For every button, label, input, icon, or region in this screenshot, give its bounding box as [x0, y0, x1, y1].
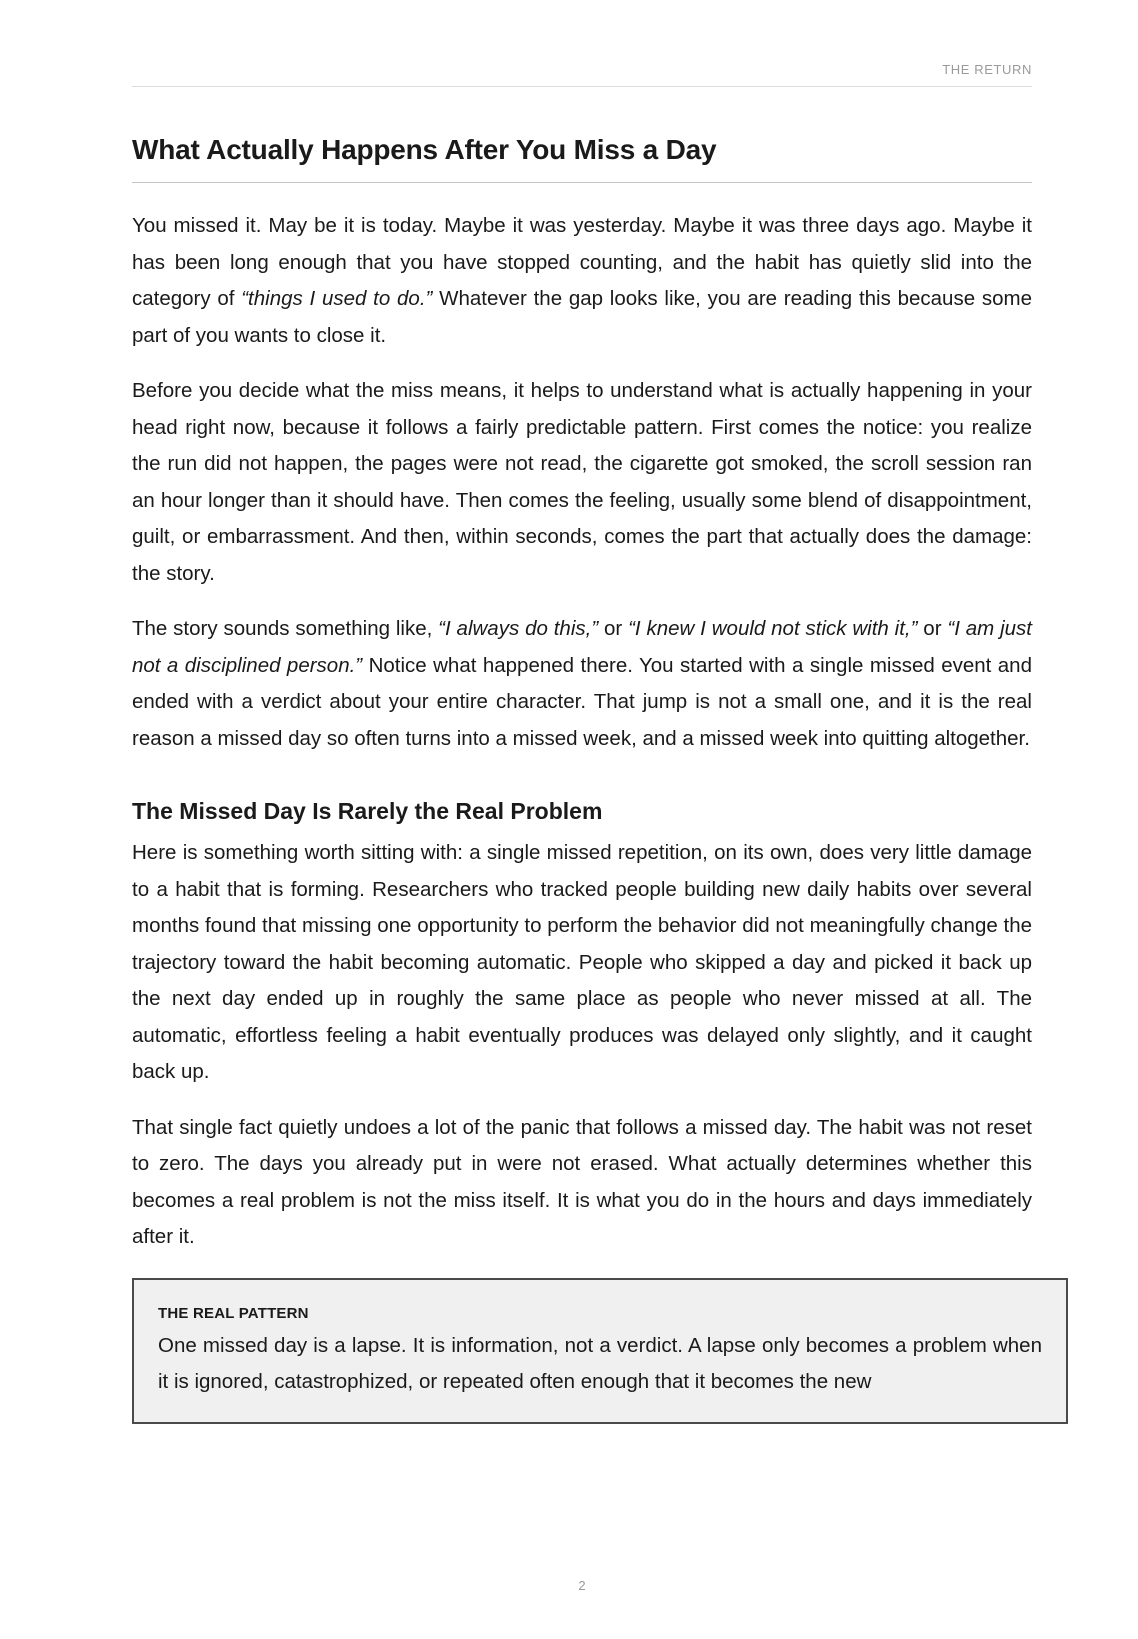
paragraph-1-text-b: Whatever the gap looks like, you are reading this because some part of you wants to close it.: [132, 287, 1032, 347]
chapter-title: What Actually Happens After You Miss a Day: [132, 134, 717, 165]
paragraph-3-text-b: or: [598, 617, 629, 640]
running-header: THE RETURN: [942, 62, 1032, 77]
title-divider: [132, 182, 1032, 183]
paragraph-3-quote-2: “I knew I would not stick with it,”: [628, 617, 918, 640]
callout-label: THE REAL PATTERN: [158, 1304, 309, 1322]
document-page: [132, 0, 1042, 1639]
page-number: 2: [578, 1578, 586, 1593]
section-heading: The Missed Day Is Rarely the Real Problem: [132, 798, 603, 824]
paragraph-3-quote-1: “I always do this,”: [438, 617, 599, 640]
header-divider: [132, 86, 1032, 87]
paragraph-5: That single fact quietly undoes a lot of the panic that follows a missed day. The habit was not reset to zero. The days you already put in were not erased. What actually determines whether this becomes a real problem is not the miss itself. It is what you do in the hours and days immediately after it.: [132, 1115, 1032, 1248]
paragraph-2: Before you decide what the miss means, it helps to understand what is actually happening in your head right now, because it follows a fairly predictable pattern. First comes the notice: you realize the run did not happen, the pages were not read, the cigarette got smoked, the scroll session ran an hour longer than it should have. Then comes the feeling, usually some blend of disappointment, guilt, or embarrassment. And then, within seconds, comes the part that actually does the damage: the story.: [132, 379, 1032, 585]
paragraph-1-quote: “things I used to do.”: [241, 287, 433, 310]
paragraph-3-text-d: Notice what happened there. You started with a single missed event and ended with a verdict about your entire character. That jump is not a small one, and it is the real reason a missed day so often turns into a missed week, and a missed week into quitting altogether.: [132, 653, 1032, 750]
paragraph-1-text-a: You missed it. May be it is today. Maybe it was yesterday. Maybe it was three days ago. Maybe it has been long enough that you have stopped counting, and the habit has quietly slid into the category of: [132, 214, 1032, 310]
paragraph-3: [132, 611, 1032, 757]
paragraph-3-quote-3: “I am just not a disciplined person.”: [132, 617, 1033, 677]
paragraph-3-text-a: The story sounds something like,: [132, 617, 439, 640]
callout-box: [132, 1278, 1068, 1424]
body-text: [132, 208, 1042, 1424]
paragraph-4: Here is something worth sitting with: a single missed repetition, on its own, does very little damage to a habit that is forming. Researchers who tracked people building new daily habits over several months found that missing one opportunity to perform the behavior did not meaningfully change the trajectory toward the habit becoming automatic. People who skipped a day and picked it back up the next day ended up in roughly the same place as people who never missed at all. The automatic, effortless feeling a habit eventually produces was delayed only slightly, and it caught back up.: [132, 841, 1032, 1083]
paragraph-1: [132, 208, 1032, 354]
paragraph-3-text-c: or: [917, 617, 948, 640]
callout-text: One missed day is a lapse. It is information, not a verdict. A lapse only becomes a problem when it is ignored, catastrophized, or repeated often enough that it becomes the new: [158, 1333, 1042, 1393]
